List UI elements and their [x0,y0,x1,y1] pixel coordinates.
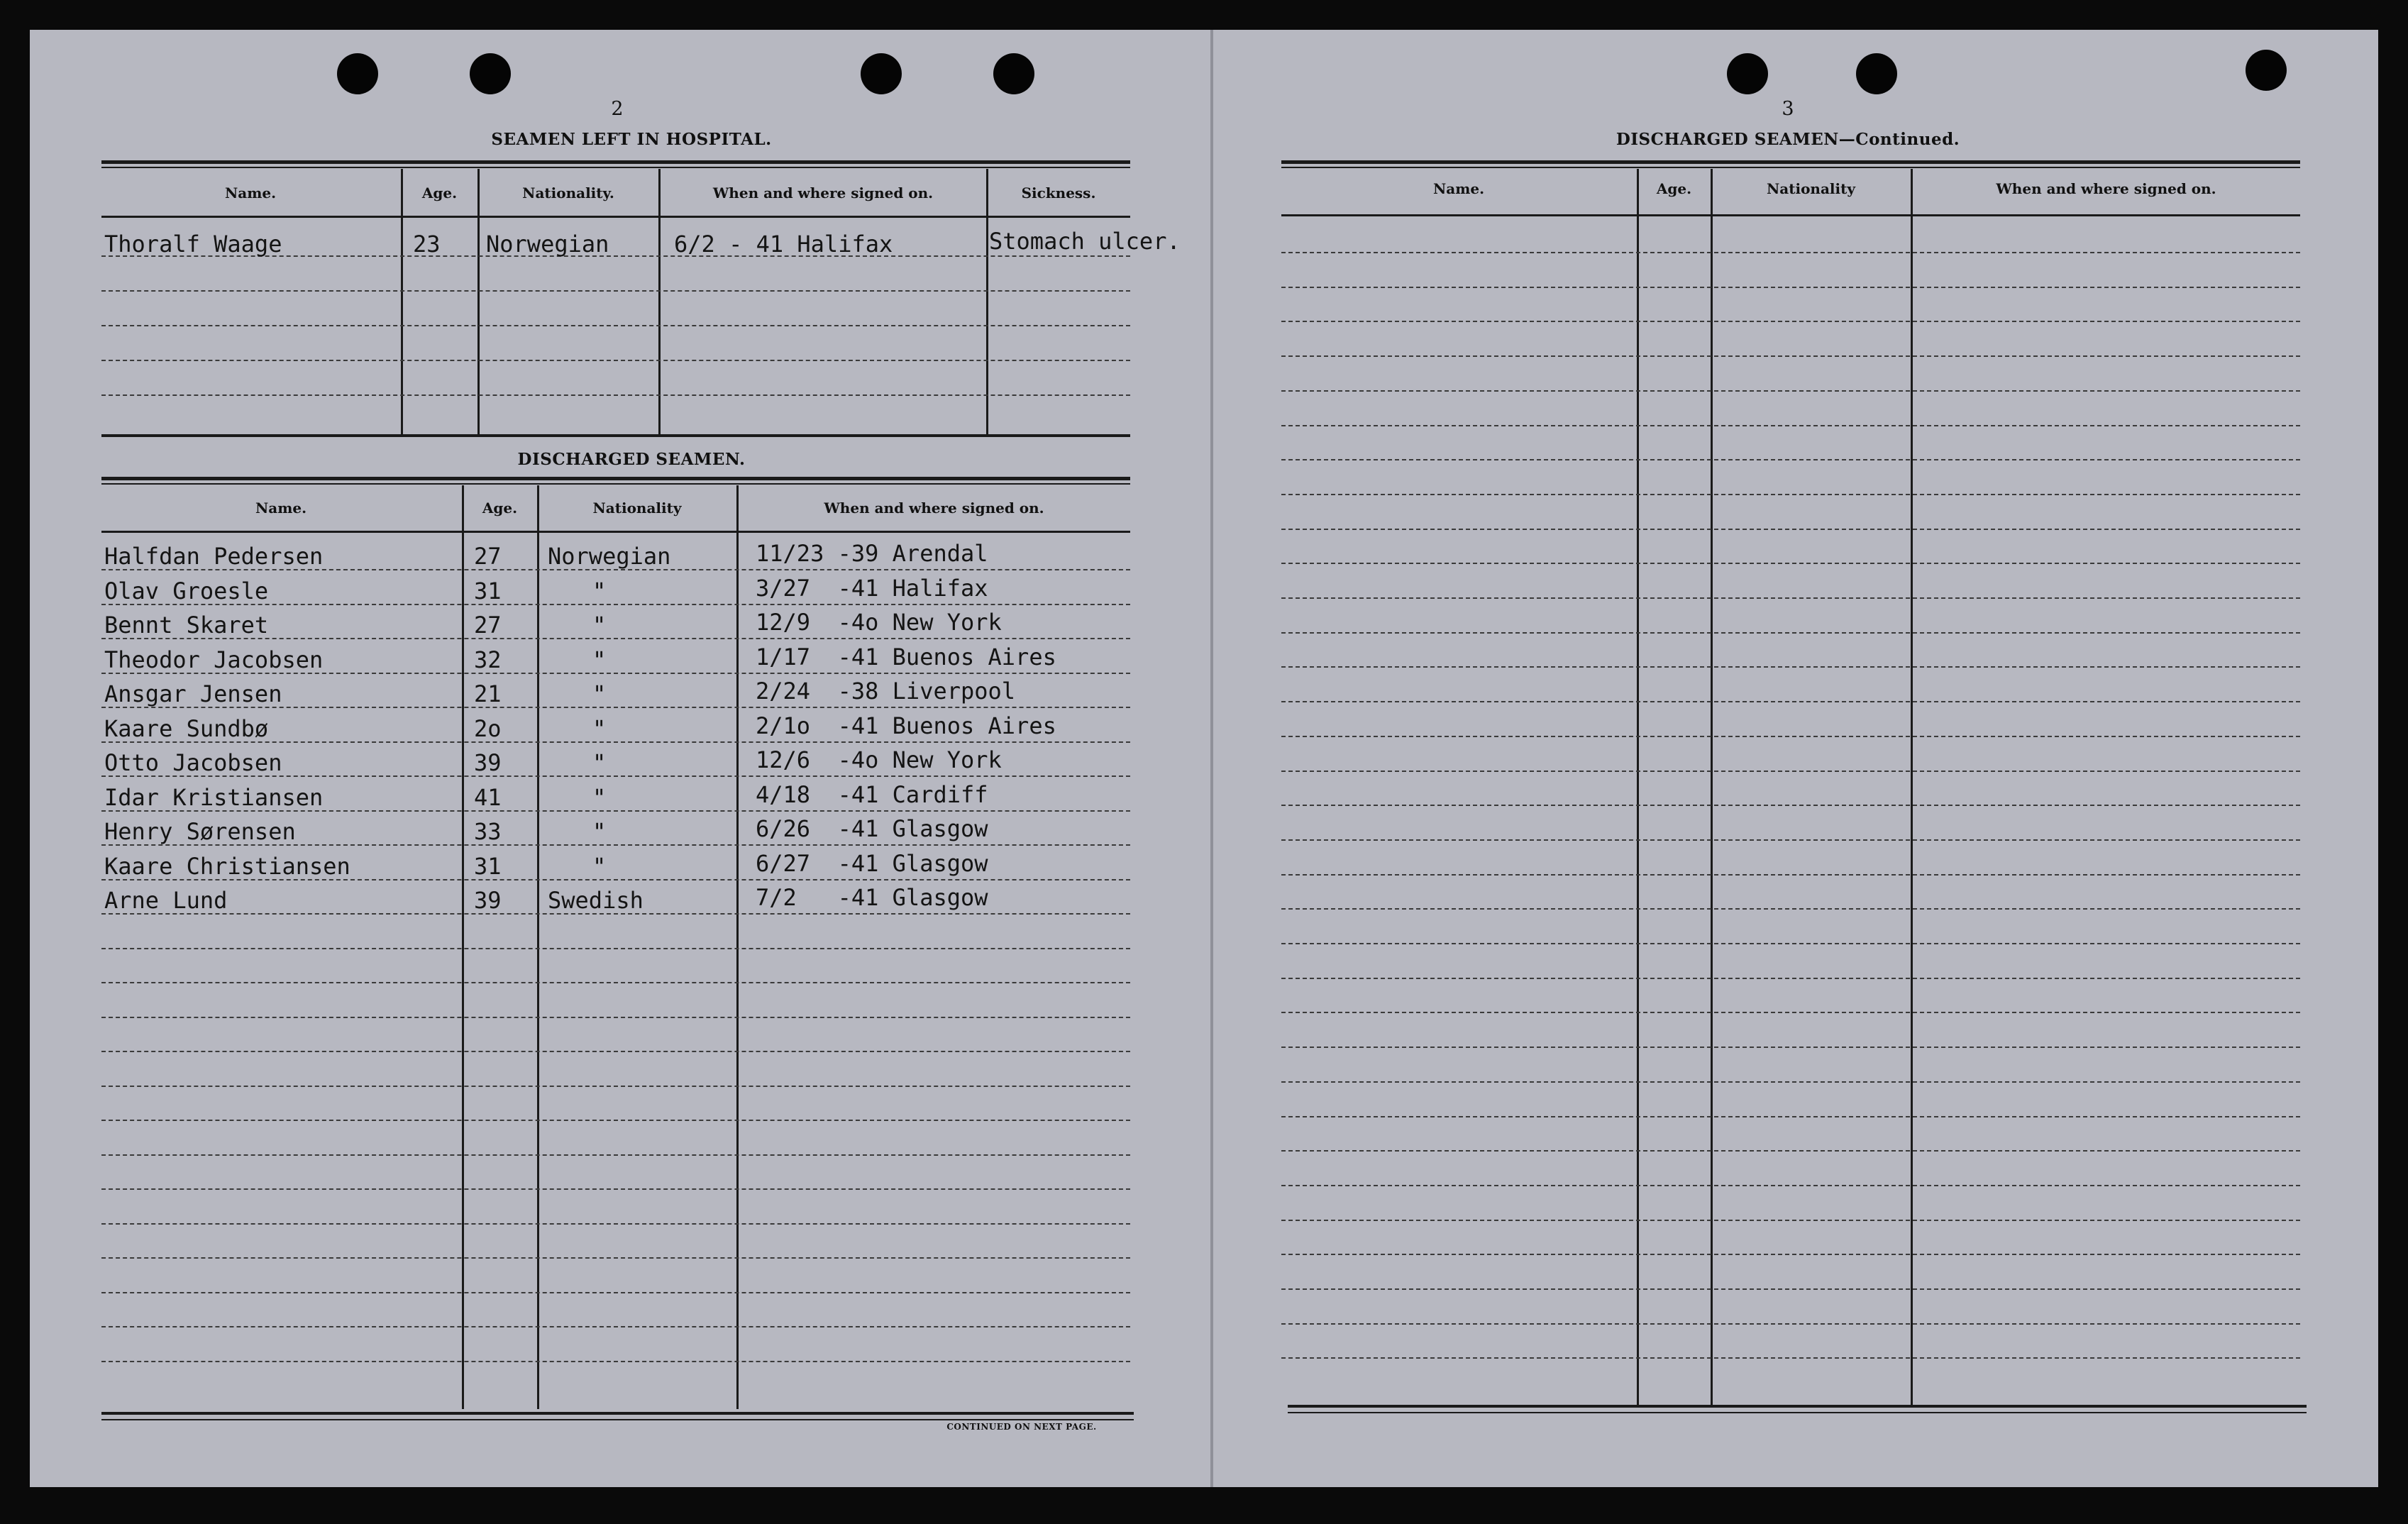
row-guide-line [1281,252,2300,253]
row-guide-line [1281,943,2300,944]
row-guide-line [101,325,1130,326]
discharged-name-cell: Henry Sørensen [104,818,296,845]
continued-note: CONTINUED ON NEXT PAGE. [946,1422,1097,1432]
row-guide-line [101,1051,1130,1052]
continued-header-name: Name. [1432,180,1485,197]
row-guide-line [1281,978,2300,979]
row-guide-line [1281,908,2300,910]
row-guide-line [1281,563,2300,564]
continued-header-nationality: Nationality [1767,180,1855,197]
row-guide-line [1281,1047,2300,1048]
row-guide-line [101,1017,1130,1018]
row-guide-line [101,1154,1130,1156]
row-guide-line [101,1188,1130,1190]
discharged-signed-on-cell: 4/18 -41 Cardiff [756,780,988,808]
hospital-header-age: Age. [421,184,458,201]
hospital-top-rule [101,160,1130,164]
punch-hole [1727,53,1768,94]
discharged-header-signed-on: When and where signed on. [824,499,1044,517]
row-guide-line [101,1326,1130,1327]
row-guide-line [101,1223,1130,1225]
row-guide-line [1281,736,2300,737]
row-guide-line [1281,597,2300,599]
discharged-nationality-cell: " [592,577,607,604]
row-guide-line [101,1120,1130,1121]
row-guide-line [101,1257,1130,1259]
row-guide-line [1281,1220,2300,1221]
discharged-age-cell: 31 [474,852,502,880]
row-guide-line [1281,701,2300,702]
hospital-header-signed-on: When and where signed on. [712,184,934,201]
continued-top-rule-thin [1281,167,2300,168]
punch-hole [470,53,511,94]
continued-header-rule [1281,214,2300,216]
discharged-age-cell: 41 [474,783,502,811]
continued-bottom-rule [1288,1405,2307,1408]
discharged-name-cell: Idar Kristiansen [104,783,324,811]
hospital-header-name: Name. [224,184,277,201]
hospital-age-cell: 23 [413,231,441,258]
row-guide-line [1281,839,2300,841]
row-guide-line [1281,321,2300,322]
discharged-name-cell: Arne Lund [104,887,228,914]
punch-hole [337,53,378,94]
discharged-name-cell: Olav Groesle [104,577,269,604]
discharged-signed-on-cell: 12/9 -4o New York [756,609,1002,636]
row-guide-line [1281,632,2300,634]
discharged-age-cell: 21 [474,680,502,707]
row-guide-line [1281,529,2300,530]
row-guide-line [101,1292,1130,1293]
row-guide-line [1281,459,2300,460]
discharged-section-title: DISCHARGED SEAMEN. [517,450,746,469]
discharged-age-cell: 32 [474,646,502,673]
page-number-right: 3 [1782,98,1794,120]
document-sheet [30,30,2378,1487]
row-guide-line [1281,1357,2300,1359]
row-guide-line [101,360,1130,361]
discharged-top-rule-thin [101,483,1130,485]
discharged-signed-on-cell: 7/2 -41 Glasgow [756,884,988,911]
hospital-header-nationality: Nationality. [522,184,614,201]
punch-hole [861,53,902,94]
row-guide-line [101,1361,1130,1362]
discharged-signed-on-cell: 11/23 -39 Arendal [756,540,988,567]
discharged-name-cell: Kaare Sundbø [104,714,269,742]
discharged-name-cell: Bennt Skaret [104,612,269,639]
continued-top-rule [1281,160,2300,164]
discharged-nationality-cell: " [592,783,607,811]
hospital-sickness-cell: Stomach ulcer. [989,228,1181,255]
discharged-signed-on-cell: 1/17 -41 Buenos Aires [756,643,1056,670]
discharged-signed-on-cell: 2/24 -38 Liverpool [756,678,1016,705]
row-guide-line [1281,666,2300,668]
row-guide-line [101,394,1130,396]
row-guide-line [101,982,1130,983]
discharged-age-cell: 27 [474,543,502,570]
discharged-age-cell: 27 [474,612,502,639]
hospital-section-title: SEAMEN LEFT IN HOSPITAL. [491,130,772,149]
discharged-age-cell: 31 [474,577,502,604]
row-guide-line [1281,771,2300,772]
discharged-header-age: Age. [482,499,518,517]
continued-header-age: Age. [1656,180,1692,197]
discharged-nationality-cell: " [592,749,607,776]
row-guide-line [1281,494,2300,495]
discharged-bottom-rule-thin [101,1419,1134,1420]
row-guide-line [1281,355,2300,357]
discharged-signed-on-cell: 3/27 -41 Halifax [756,574,988,602]
row-guide-line [101,948,1130,949]
row-guide-line [1281,1288,2300,1290]
discharged-nationality-cell: " [592,646,607,673]
row-guide-line [1281,1116,2300,1117]
discharged-age-cell: 39 [474,749,502,776]
punch-hole [1856,53,1897,94]
discharged-header-rule [101,531,1130,533]
punch-hole [993,53,1034,94]
discharged-nationality-cell: " [592,852,607,880]
continued-section-title: DISCHARGED SEAMEN—Continued. [1616,130,1960,149]
hospital-header-sickness: Sickness. [1021,184,1096,201]
page-number-left: 2 [611,98,624,120]
row-guide-line [1281,1012,2300,1013]
discharged-name-cell: Ansgar Jensen [104,680,282,707]
hospital-nationality-cell: Norwegian [486,231,609,258]
discharged-name-cell: Otto Jacobsen [104,749,282,776]
row-guide-line [1281,1150,2300,1152]
row-guide-line [1281,1323,2300,1325]
row-guide-line [1281,1081,2300,1083]
discharged-signed-on-cell: 12/6 -4o New York [756,746,1002,773]
discharged-header-name: Name. [255,499,307,517]
discharged-nationality-cell: " [592,818,607,845]
discharged-nationality-cell: " [592,680,607,707]
punch-hole [2246,50,2287,91]
discharged-signed-on-cell: 6/26 -41 Glasgow [756,815,988,842]
row-guide-line [1281,287,2300,288]
discharged-name-cell: Kaare Christiansen [104,852,350,880]
row-guide-line [101,1086,1130,1087]
row-guide-line [1281,390,2300,392]
hospital-name-cell: Thoralf Waage [104,231,282,258]
discharged-age-cell: 2o [474,714,502,742]
hospital-top-rule-thin [101,167,1130,168]
discharged-name-cell: Theodor Jacobsen [104,646,324,673]
discharged-bottom-rule [101,1412,1134,1415]
discharged-age-cell: 33 [474,818,502,845]
continued-bottom-rule-thin [1288,1412,2307,1413]
discharged-signed-on-cell: 6/27 -41 Glasgow [756,849,988,877]
discharged-nationality-cell: " [592,714,607,742]
discharged-signed-on-cell: 2/1o -41 Buenos Aires [756,712,1056,739]
discharged-nationality-cell: Norwegian [548,543,671,570]
page-fold [1210,30,1213,1487]
discharged-age-cell: 39 [474,887,502,914]
discharged-header-nationality: Nationality [592,499,682,517]
discharged-top-rule [101,477,1130,480]
hospital-bottom-rule [101,434,1130,437]
hospital-signed-on-cell: 6/2 - 41 Halifax [674,231,893,258]
discharged-nationality-cell: Swedish [548,887,644,914]
row-guide-line [1281,425,2300,426]
discharged-nationality-cell: " [592,612,607,639]
row-guide-line [101,290,1130,292]
row-guide-line [1281,805,2300,806]
discharged-name-cell: Halfdan Pedersen [104,543,324,570]
hospital-header-rule [101,216,1130,218]
row-guide-line [1281,1185,2300,1186]
continued-header-signed-on: When and where signed on. [1996,180,2216,197]
row-guide-line [1281,874,2300,876]
row-guide-line [1281,1254,2300,1255]
